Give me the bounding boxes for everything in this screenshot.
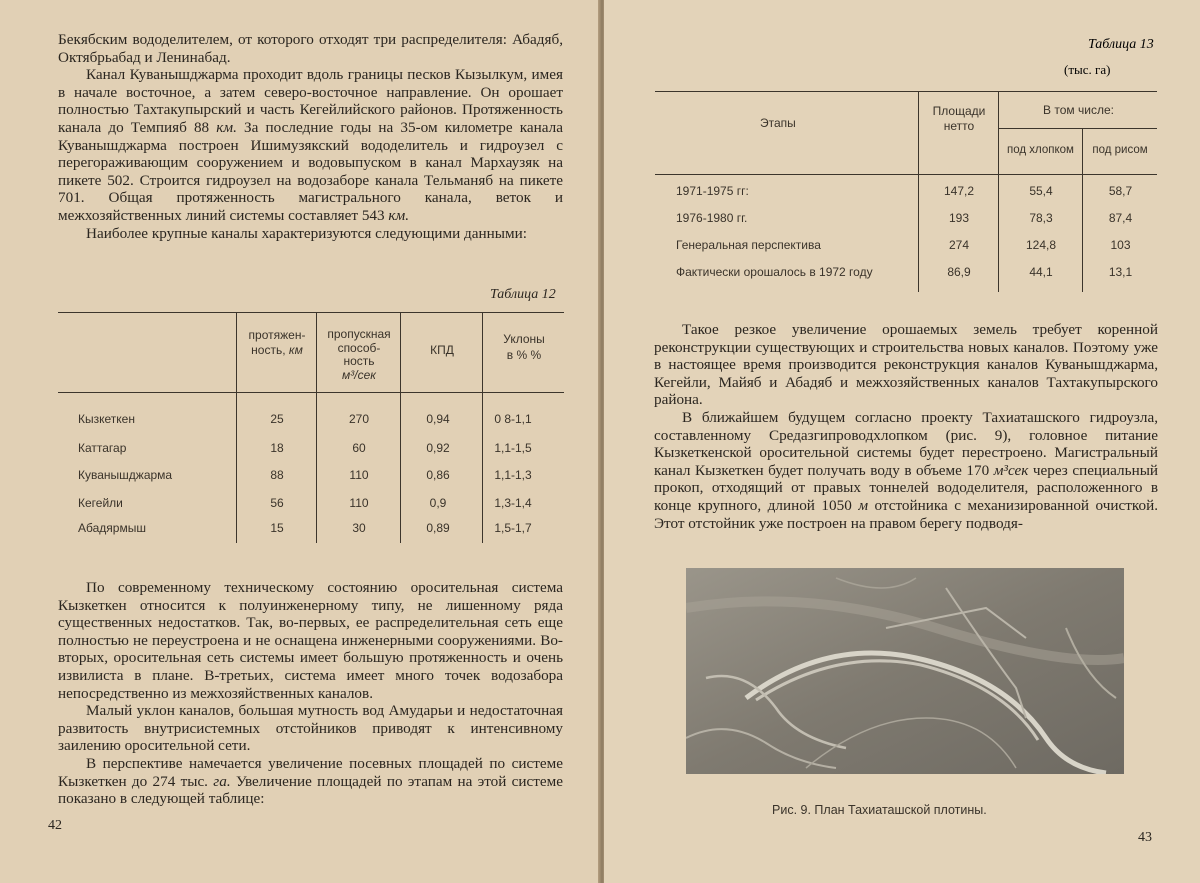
table12-cell-length: 15 [270, 521, 284, 535]
paragraph-kuvanysh: Канал Куванышджарма проходит вдоль границы песков Кызылкум, имея в начале восточное, а затем северо-восточное направление. Он орошает полностью Тахтакупырский и часть Кегейлийского районов. Протяженность канала до Темпияб 88 км. За последние годы на 35-ом километре канала Куванышджарма построен Ишимузякский вододелитель и гидроузел с перегораживающим сооружением и водовыпуском в канал Мархаузяк на пикете 502. Строится гидроузел на водозаборе канала Тельманяб на пикете 701. Общая протяженность магистрального канала, веток и межхозяйственных линий системы составляет 543 км. [58, 66, 563, 224]
table13-header-cotton: под хлопком [1007, 144, 1074, 156]
table12-cell-slope: 0 8-1,1 [494, 412, 532, 426]
table13-cell-rice: 103 [1110, 238, 1131, 252]
table12-cell-slope: 1,5-1,7 [494, 521, 532, 535]
table12-header-slope: Уклоны в % % [503, 332, 545, 362]
table13-unit: (тыс. га) [1064, 62, 1111, 77]
paragraph-slope: Малый уклон каналов, большая мутность вод Амударьи и недостаточная развитость внутрисистемных отстойников приводят к интенсивному заилению оросительной сети. [58, 702, 563, 755]
table12-header-eff: КПД [430, 343, 454, 357]
left-text-bottom [58, 579, 563, 808]
table13-caption: Таблица 13 [1088, 37, 1154, 52]
figure-caption: Рис. 9. План Тахиаташской плотины. [772, 803, 987, 817]
table12-cell-eff: 0,9 [429, 496, 447, 510]
table13-cell-stage: 1976-1980 гг. [676, 211, 748, 225]
table12-cell-name: Каттагар [78, 441, 127, 455]
table12-col-divider-4 [482, 313, 483, 543]
paragraph-near-future: В ближайшем будущем согласно проекту Тахиаташского гидроузла, составленному Средазгипроводхлопком (рис. 9), головное питание Кызкеткенской оросительной системы будет перестроено. Магистральный канал Кызкеткен будет получать воду в объеме 170 м³сек через специальный прокоп, отходящий от правых тоннелей вододелителя, расположенного в конце крупного, длиной 1050 м отстойника с механизированной очисткой. Этот отстойник уже построен на правом берегу подводя- [654, 408, 1159, 532]
table12-header-rule [58, 392, 564, 393]
table12-col-divider-1 [236, 313, 237, 543]
table12-cell-capacity: 30 [352, 521, 366, 535]
left-text-top [58, 31, 563, 242]
dam-plan-image [686, 568, 1124, 774]
table12-cell-capacity: 60 [352, 441, 366, 455]
table13-cell-rice: 87,4 [1108, 211, 1133, 225]
table12-cell-name: Куванышджарма [78, 468, 173, 482]
table12-cell-length: 56 [270, 496, 284, 510]
table13-sub-rule [998, 128, 1157, 129]
table13-cell-cotton: 44,1 [1029, 265, 1053, 279]
table12-header-capacity: пропускная способ- ность м³/сек [327, 327, 391, 382]
table13-cell-cotton: 78,3 [1029, 211, 1053, 225]
table13-cell-cotton: 55,4 [1029, 184, 1053, 198]
table13-cell-net: 147,2 [943, 184, 975, 198]
table13-col-divider-2 [998, 92, 999, 292]
paragraph-state: По современному техническому состоянию оросительная система Кызкеткен относится к полуинженерному типу, не лишенному ряда существенных недостатков. Так, во-первых, ее распределительная сеть еще полностью не переустроена и не оснащена инженерными сооружениями. Во-вторых, оросительная сеть системы имеет большую протяженность и очень извилиста в плане. В-третьих, система имеет много точек водозабора непосредственно из межхозяйственных каналов. [58, 579, 563, 702]
table13-cell-rice: 58,7 [1108, 184, 1133, 198]
table12-cell-length: 88 [270, 468, 284, 482]
page-number-left: 42 [48, 818, 62, 833]
paragraph-increase: Такое резкое увеличение орошаемых земель требует коренной реконструкции существующих и строительства новых каналов. Поэтому уже в настоящее время производится реконструкция каналов Куванышджарма, Кегейли, Майяб и Абадяб и межхозяйственных каналов Тахтакупырского района. [654, 321, 1158, 409]
table12-cell-eff: 0,89 [426, 521, 450, 535]
table12-col-divider-2 [316, 313, 317, 543]
table13-header-rice: под рисом [1092, 144, 1148, 156]
table13-cell-net: 274 [948, 238, 970, 252]
page-number-right: 43 [1138, 830, 1152, 845]
table13-cell-rice: 13,1 [1108, 265, 1133, 279]
table12-cell-length: 25 [270, 412, 284, 426]
table13-cell-net: 86,9 [947, 265, 971, 279]
table13-top-rule [655, 91, 1157, 92]
table12-cell-length: 18 [270, 441, 284, 455]
table13-header-incl: В том числе: [1043, 103, 1114, 117]
table12-top-rule [58, 312, 564, 313]
table13-cell-cotton: 124,8 [1025, 238, 1057, 252]
table13-cell-stage: Генеральная перспектива [676, 238, 821, 252]
table13-header-net: Площади нетто [932, 104, 986, 133]
table12-cell-capacity: 110 [349, 468, 369, 482]
table12-cell-capacity: 110 [349, 496, 369, 510]
table13-cell-stage: Фактически орошалось в 1972 году [676, 265, 873, 279]
table12-col-divider-3 [400, 313, 401, 543]
table12-cell-eff: 0,92 [426, 441, 450, 455]
table13-col-divider-1 [918, 92, 919, 292]
table12-header-length: протяжен- ность, км [248, 328, 306, 357]
table12-cell-slope: 1,1-1,3 [494, 468, 532, 482]
right-text [654, 321, 1158, 532]
table12-cell-name: Кызкеткен [78, 412, 135, 426]
table13-cell-net: 193 [948, 211, 970, 225]
paragraph-large-canals: Наиболее крупные каналы характеризуются следующими данными: [86, 224, 527, 242]
table12-cell-capacity: 270 [348, 412, 370, 426]
table12-cell-slope: 1,1-1,5 [494, 441, 532, 455]
table12-cell-name: Кегейли [78, 496, 123, 510]
table12-cell-slope: 1,3-1,4 [494, 496, 532, 510]
table12-caption: Таблица 12 [490, 287, 556, 302]
paragraph-future: В перспективе намечается увеличение посевных площадей по системе Кызкеткен до 274 тыс. га. Увеличение площадей по этапам на этой системе показано в следующей таблице: [58, 754, 564, 808]
table12-cell-eff: 0,94 [426, 412, 450, 426]
table12-cell-name: Абадярмыш [78, 521, 146, 535]
table12-cell-eff: 0,86 [426, 468, 450, 482]
table13-header-stages: Этапы [760, 116, 796, 130]
paragraph-intro: Бекябским вододелителем, от которого отходят три распределителя: Абадяб, Октябрьабад и Ленинабад. [58, 31, 563, 66]
table13-cell-stage: 1971-1975 гг: [676, 184, 749, 198]
dam-plan-photo [686, 568, 1124, 774]
